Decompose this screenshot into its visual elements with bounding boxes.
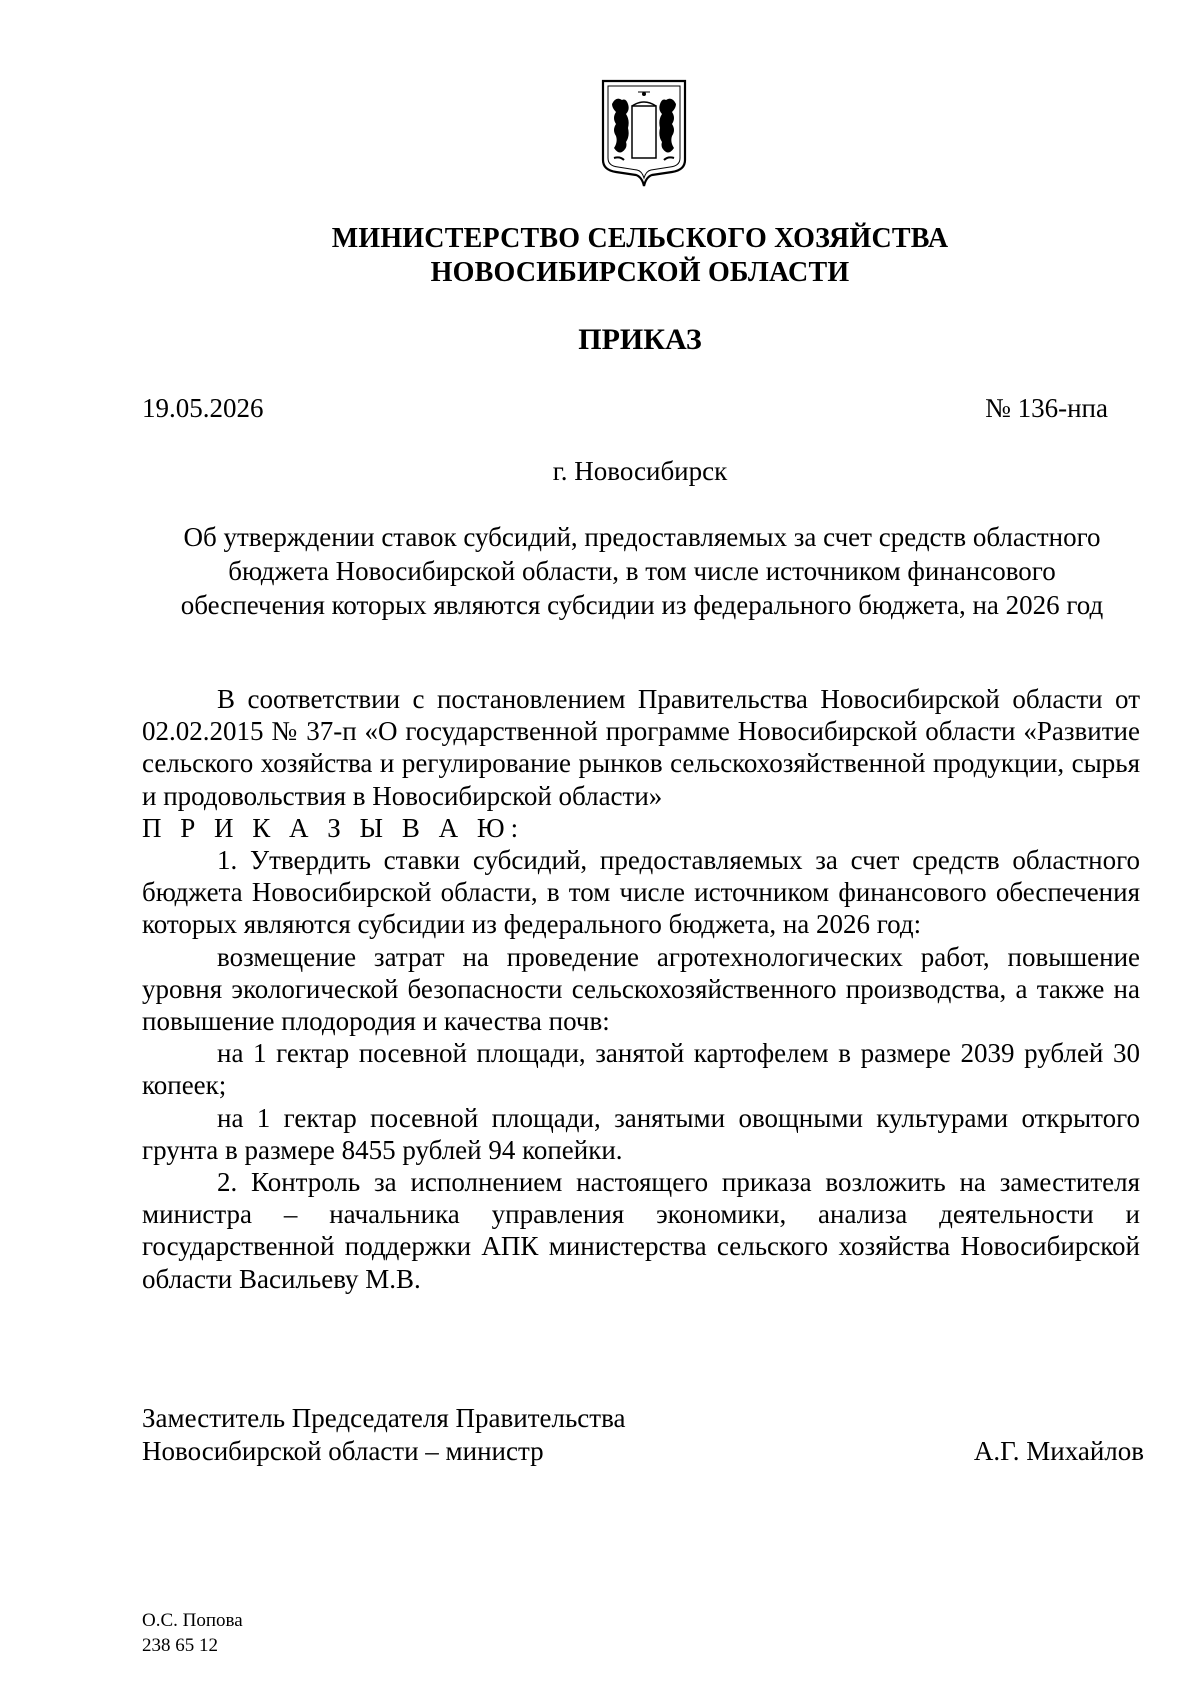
order-word: П Р И К А З Ы В А Ю: [142, 812, 525, 843]
item-1-purpose-paragraph: возмещение затрат на проведение агротехнологических работ, повышение уровня экологической безопасности сельскохозяйственного производства, а также на повышение плодородия и качества почв: [142, 941, 1140, 1037]
preamble-paragraph: В соответствии с постановлением Правительства Новосибирской области от 02.02.2015 № 37-п «О государственной программе Новосибирской области «Развитие сельского хозяйства и регулирование рынков сельскохозяйственной продукции, сырья и продовольствия в Новосибирской области» [142, 684, 1140, 811]
order-number: № 136-нпа [985, 393, 1108, 423]
document-type-title: ПРИКАЗ [578, 323, 702, 356]
signatory-position-line: Заместитель Председателя Правительства [142, 1403, 626, 1433]
ministry-name-line2: НОВОСИБИРСКОЙ ОБЛАСТИ [430, 257, 850, 288]
item-1-paragraph: 1. Утвердить ставки субсидий, предоставляемых за счет средств областного бюджета Новосибирской области, в том числе источником финансового обеспечения которых являются субсидии из федерального бюджета, на 2026 год: [142, 845, 1140, 940]
item-1-rate-potato-paragraph: на 1 гектар посевной площади, занятой картофелем в размере 2039 рублей 30 копеек; [142, 1038, 1140, 1101]
executor-block [142, 1608, 243, 1658]
issue-city: г. Новосибирск [552, 456, 728, 486]
signatory-position [142, 1402, 625, 1468]
signatory-position-line: Новосибирской области – министр [142, 1436, 544, 1466]
order-date: 19.05.2026 [142, 393, 264, 423]
order-subject [142, 520, 1142, 622]
ministry-name-line1: МИНИСТЕРСТВО СЕЛЬСКОГО ХОЗЯЙСТВА [331, 223, 949, 254]
item-1-rate-vegetables-paragraph: на 1 гектар посевной площади, занятыми овощными культурами открытого грунта в размере 8455 рублей 94 копейки. [142, 1102, 1140, 1165]
coat-of-arms-icon [600, 78, 688, 190]
executor-phone: 238 65 12 [142, 1635, 218, 1656]
item-2-paragraph: 2. Контроль за исполнением настоящего приказа возложить на заместителя министра – начальника управления экономики, анализа деятельности и государственной поддержки АПК министерства сельского хозяйства Новосибирской области Васильеву М.В. [142, 1167, 1140, 1294]
executor-name: О.С. Попова [142, 1610, 243, 1631]
signatory-name: А.Г. Михайлов [973, 1436, 1144, 1466]
order-body [142, 683, 1140, 1295]
subject-line: Об утверждении ставок субсидий, предоставляемых за счет средств областного [183, 522, 1101, 552]
subject-line: обеспечения которых являются субсидии из федерального бюджета, на 2026 год [180, 590, 1104, 620]
subject-line: бюджета Новосибирской области, в том числе источником финансового [228, 556, 1056, 586]
